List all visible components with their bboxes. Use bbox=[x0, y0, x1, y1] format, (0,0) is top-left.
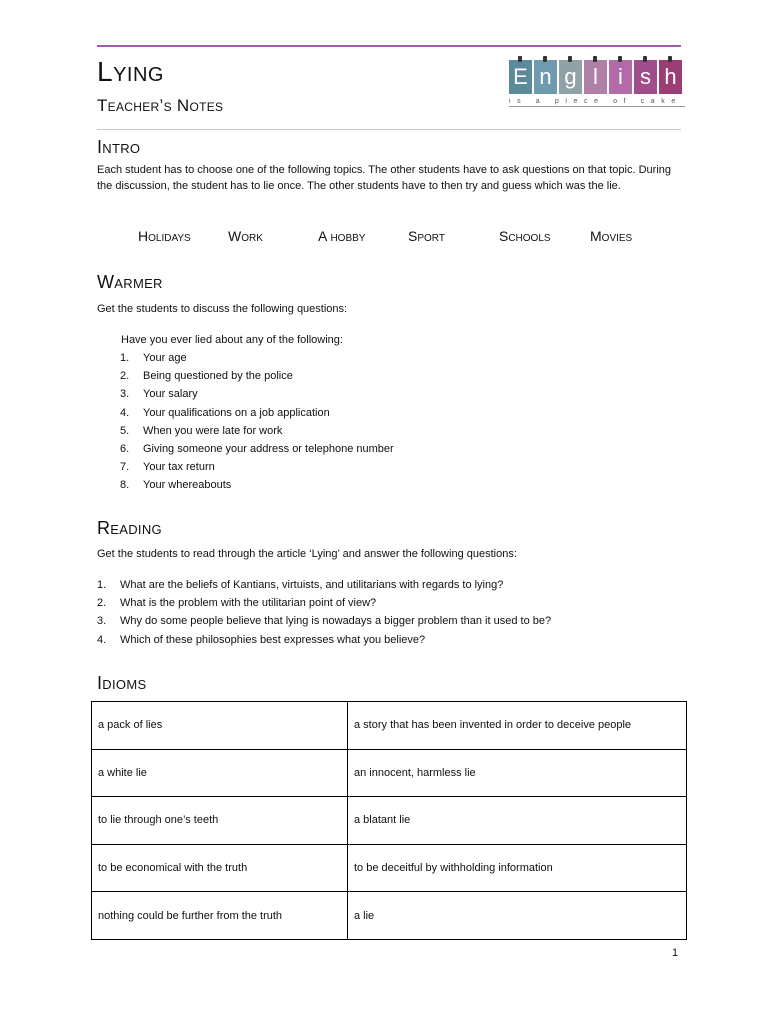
top-divider bbox=[97, 45, 681, 47]
page-title: Lying bbox=[97, 56, 164, 87]
logo-tagline: is a piece of cake bbox=[509, 98, 682, 105]
idiom-cell: to be economical with the truth bbox=[92, 844, 348, 892]
logo-letter-tile bbox=[534, 60, 557, 94]
logo-tiles bbox=[509, 60, 685, 94]
warmer-question: Have you ever lied about any of the following: bbox=[121, 334, 343, 346]
meaning-cell: a story that has been invented in order to deceive people bbox=[348, 702, 687, 750]
topic-item: Sport bbox=[408, 228, 445, 244]
pin-icon bbox=[618, 56, 622, 62]
idioms-heading: Idioms bbox=[97, 673, 147, 693]
document-page: Lying Teacher’s Notes E n g l i s h is a piece of cake Intro Each student has to choose one of the following topics. The other students have to ask questions on that topic. During the discussion, the student has to lie once. The other students have to then try and guess which was the lie. Holidays Work A hobby Sport Schools Movies Warmer Get the students to discuss the following questions: Have you ever lied about any of the following: 1. Your age 2. Being questioned by the police 3. Your salary 4. Your qualifications on a job application 5. When you were late for work 6. Giving someone your address or telephone number 7. Your tax return 8. Your whereabouts Reading Get the students to read through the article ‘Lying’ and answer the following questions: 1. What are the beliefs of Kantians, virtuists, and utilitarians with regards to lying? 2. What is the problem with the utilitarian point of view? 3. Why do some people believe that lying is nowadays a bigger problem than it used to be? 4. Which of these philosophies best expresses what you believe? Idioms a pack of lies a story that has been invented in order to deceive people a white lie an innocent, harmless lie to lie through one’s teeth a blatant lie to be economical with the truth to be deceitful by withholding information nothing could be further from the truth a lie 1 bbox=[0, 0, 768, 1024]
header-divider bbox=[97, 129, 681, 130]
pin-icon bbox=[568, 56, 572, 62]
reading-instruction: Get the students to read through the article ‘Lying’ and answer the following questions: bbox=[97, 548, 517, 560]
idiom-cell: to lie through one’s teeth bbox=[92, 797, 348, 845]
logo-letter-tile bbox=[634, 60, 657, 94]
idioms-table bbox=[91, 701, 687, 940]
pin-icon bbox=[593, 56, 597, 62]
logo-letter: s bbox=[640, 64, 651, 89]
pin-icon bbox=[543, 56, 547, 62]
logo-letter-tile bbox=[509, 60, 532, 94]
intro-text: Each student has to choose one of the following topics. The other students have to ask questions on that topic. During the discussion, the student has to lie once. The other students have to then try and guess which was the lie. bbox=[97, 164, 671, 192]
pin-icon bbox=[518, 56, 522, 62]
meaning-cell: a blatant lie bbox=[348, 797, 687, 845]
topic-item: Movies bbox=[590, 228, 633, 244]
logo-letter-tile bbox=[559, 60, 582, 94]
idiom-cell: a pack of lies bbox=[92, 702, 348, 750]
logo-letter: n bbox=[539, 64, 552, 89]
table-row bbox=[92, 702, 687, 750]
page-subtitle: Teacher’s Notes bbox=[97, 96, 224, 115]
idiom-cell: nothing could be further from the truth bbox=[92, 892, 348, 940]
page-number: 1 bbox=[672, 947, 679, 959]
idiom-cell: a white lie bbox=[92, 749, 348, 797]
logo-letter: E bbox=[513, 64, 528, 89]
table-row bbox=[92, 797, 687, 845]
meaning-cell: a lie bbox=[348, 892, 687, 940]
logo-letter: l bbox=[593, 64, 598, 89]
meaning-cell: to be deceitful by withholding information bbox=[348, 844, 687, 892]
logo-underline bbox=[509, 106, 685, 107]
logo-letter-tile bbox=[609, 60, 632, 94]
topic-item: Schools bbox=[499, 228, 551, 244]
table-row bbox=[92, 844, 687, 892]
intro-heading: Intro bbox=[97, 137, 141, 157]
warmer-instruction: Get the students to discuss the following questions: bbox=[97, 303, 348, 315]
topic-item: A hobby bbox=[318, 228, 366, 244]
logo-letter: g bbox=[564, 64, 577, 89]
topics-row bbox=[138, 228, 698, 248]
table-row bbox=[92, 749, 687, 797]
topic-item: Work bbox=[228, 228, 263, 244]
english-logo bbox=[509, 60, 685, 110]
table-row bbox=[92, 892, 687, 940]
warmer-heading: Warmer bbox=[97, 272, 163, 292]
meaning-cell: an innocent, harmless lie bbox=[348, 749, 687, 797]
pin-icon bbox=[668, 56, 672, 62]
logo-letter: i bbox=[618, 64, 623, 89]
reading-heading: Reading bbox=[97, 518, 162, 538]
pin-icon bbox=[643, 56, 647, 62]
logo-letter: h bbox=[664, 64, 677, 89]
logo-letter-tile bbox=[584, 60, 607, 94]
topic-item: Holidays bbox=[138, 228, 191, 244]
logo-letter-tile bbox=[659, 60, 682, 94]
